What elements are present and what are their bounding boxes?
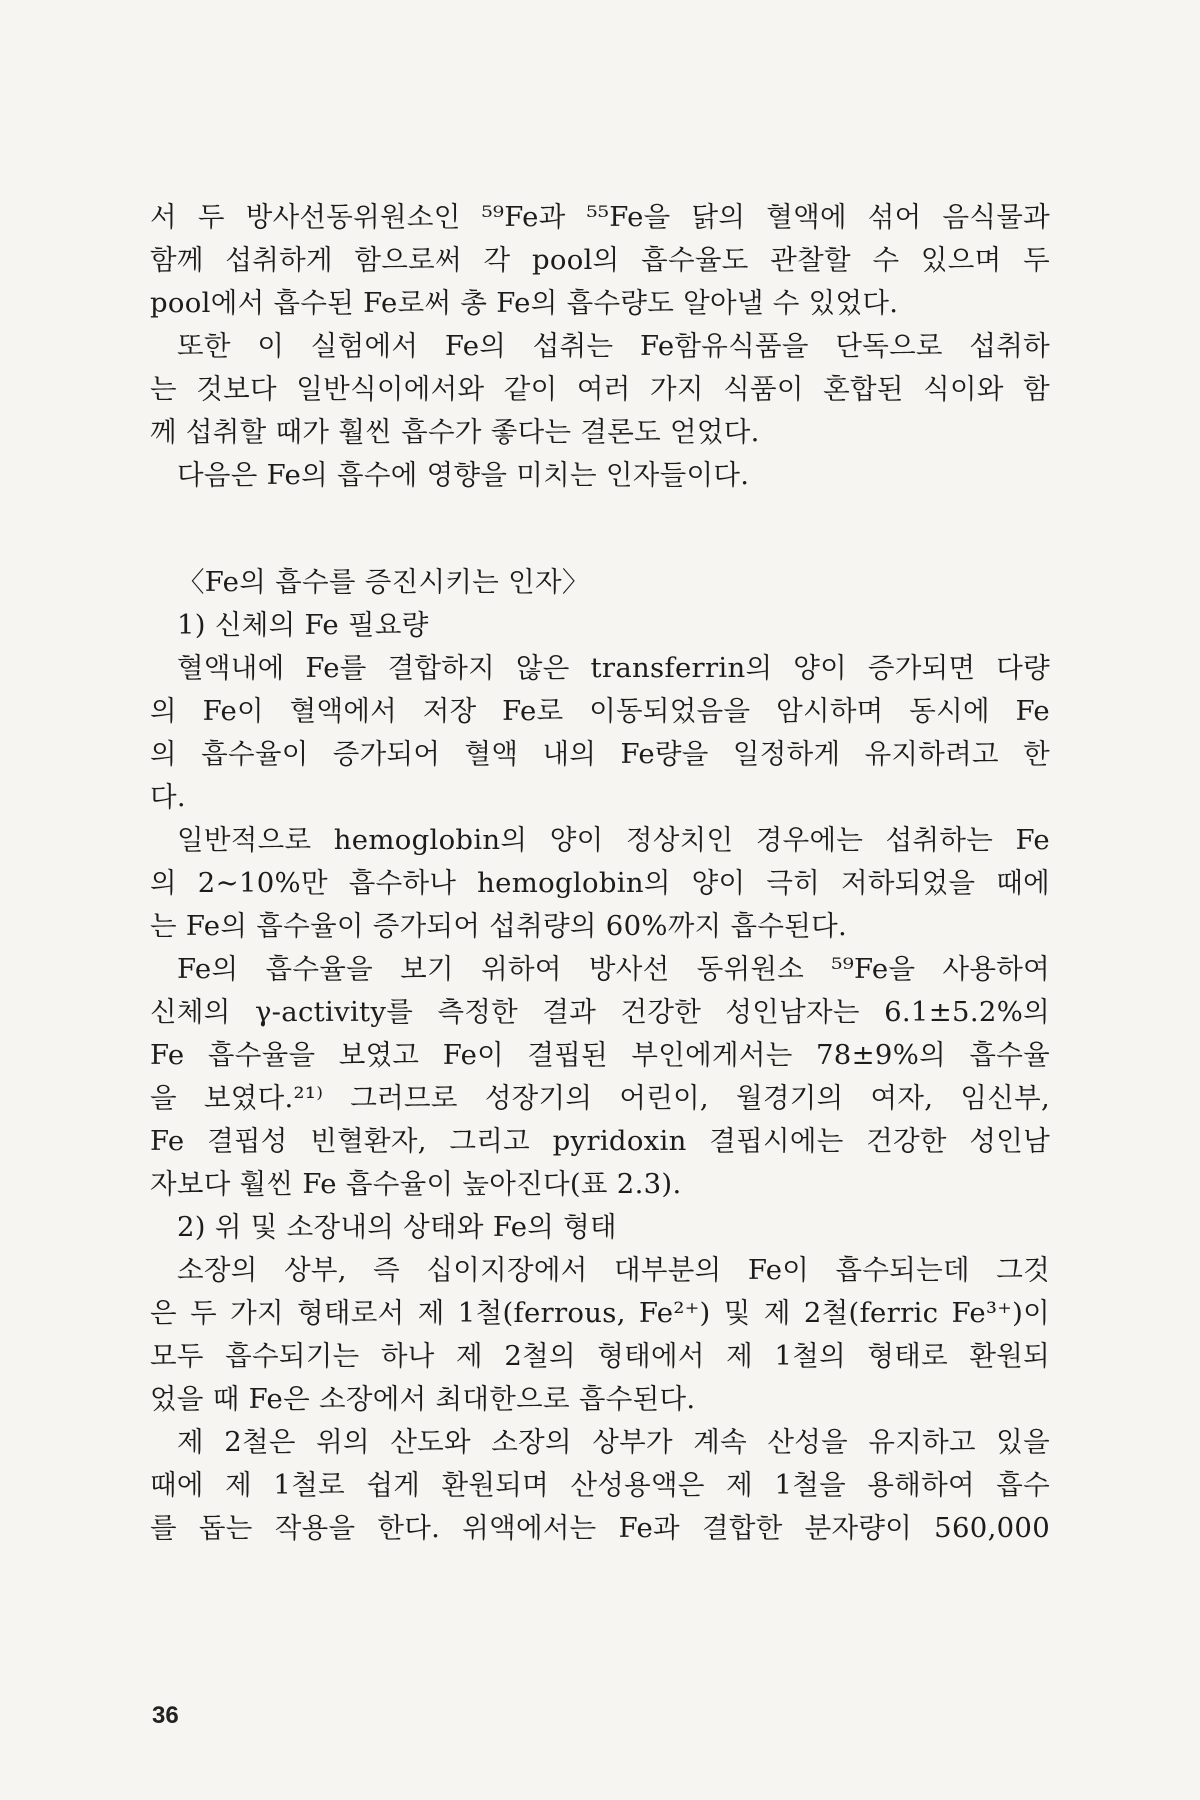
text-line: 었을 때 Fe은 소장에서 최대한으로 흡수된다. bbox=[150, 1383, 696, 1415]
text-line: 소장의 상부, 즉 십이지장에서 대부분의 Fe이 흡수되는데 그것 bbox=[177, 1254, 1050, 1286]
text-line: 또한 이 실험에서 Fe의 섭취는 Fe함유식품을 단독으로 섭취하 bbox=[177, 330, 1050, 362]
text-line: 는 것보다 일반식이에서와 같이 여러 가지 식품이 혼합된 식이와 함 bbox=[150, 373, 1050, 405]
text-line: 를 돕는 작용을 한다. 위액에서는 Fe과 결합한 분자량이 560,000 bbox=[150, 1512, 1050, 1544]
text-line: 다. bbox=[150, 781, 186, 813]
text-line: 2) 위 및 소장내의 상태와 Fe의 형태 bbox=[177, 1211, 617, 1243]
text-line: 께 섭취할 때가 훨씬 흡수가 좋다는 결론도 얻었다. bbox=[150, 416, 760, 448]
page-number: 36 bbox=[152, 1702, 179, 1729]
text-line: 때에 제 1철로 쉽게 환원되며 산성용액은 제 1철을 용해하여 흡수 bbox=[150, 1469, 1050, 1501]
text-line: Fe 흡수율을 보였고 Fe이 결핍된 부인에게서는 78±9%의 흡수율 bbox=[150, 1039, 1050, 1071]
paragraph-group-factors bbox=[150, 561, 1050, 1550]
text-line: 모두 흡수되기는 하나 제 2철의 형태에서 제 1철의 형태로 환원되 bbox=[150, 1340, 1050, 1372]
paragraph-group-intro bbox=[150, 196, 1050, 497]
text-line: 은 두 가지 형태로서 제 1철(ferrous, Fe²⁺) 및 제 2철(ferric Fe³⁺)이 bbox=[150, 1297, 1050, 1329]
text-line: Fe 결핍성 빈혈환자, 그리고 pyridoxin 결핍시에는 건강한 성인남 bbox=[150, 1125, 1050, 1157]
text-line: 일반적으로 hemoglobin의 양이 정상치인 경우에는 섭취하는 Fe bbox=[177, 824, 1050, 856]
text-line: 제 2철은 위의 산도와 소장의 상부가 계속 산성을 유지하고 있을 bbox=[177, 1426, 1050, 1458]
text-line: 을 보였다.²¹⁾ 그러므로 성장기의 어린이, 월경기의 여자, 임신부, bbox=[150, 1082, 1050, 1114]
text-line: 함께 섭취하게 함으로써 각 pool의 흡수율도 관찰할 수 있으며 두 bbox=[150, 244, 1050, 276]
text-line: 의 흡수율이 증가되어 혈액 내의 Fe량을 일정하게 유지하려고 한 bbox=[150, 738, 1050, 770]
text-line: 자보다 훨씬 Fe 흡수율이 높아진다(표 2.3). bbox=[150, 1168, 682, 1200]
text-line: 신체의 γ-activity를 측정한 결과 건강한 성인남자는 6.1±5.2%의 bbox=[150, 996, 1050, 1028]
text-line: 서 두 방사선동위원소인 ⁵⁹Fe과 ⁵⁵Fe을 닭의 혈액에 섞어 음식물과 bbox=[150, 201, 1050, 233]
text-line: 〈Fe의 흡수를 증진시키는 인자〉 bbox=[177, 566, 590, 598]
text-line: 는 Fe의 흡수율이 증가되어 섭취량의 60%까지 흡수된다. bbox=[150, 910, 848, 942]
text-line: Fe의 흡수율을 보기 위하여 방사선 동위원소 ⁵⁹Fe을 사용하여 bbox=[177, 953, 1050, 985]
text-line: 의 Fe이 혈액에서 저장 Fe로 이동되었음을 암시하며 동시에 Fe bbox=[150, 695, 1050, 727]
section-gap bbox=[150, 497, 1050, 561]
text-line: 1) 신체의 Fe 필요량 bbox=[177, 609, 429, 641]
body-text bbox=[150, 196, 1050, 1550]
text-line: 혈액내에 Fe를 결합하지 않은 transferrin의 양이 증가되면 다량 bbox=[177, 652, 1050, 684]
text-line: 다음은 Fe의 흡수에 영향을 미치는 인자들이다. bbox=[177, 459, 750, 491]
text-line: 의 2∼10%만 흡수하나 hemoglobin의 양이 극히 저하되었을 때에 bbox=[150, 867, 1050, 899]
text-line: pool에서 흡수된 Fe로써 총 Fe의 흡수량도 알아낼 수 있었다. bbox=[150, 287, 899, 319]
